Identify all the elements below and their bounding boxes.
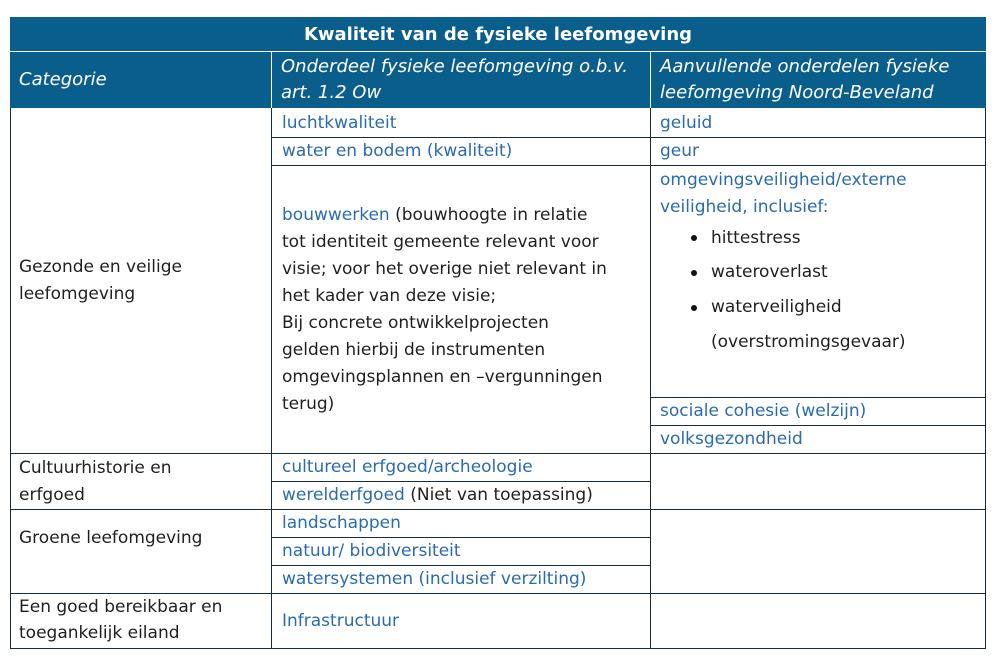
bouwwerken-line3: visie; voor het overige niet relevant in [282,259,607,279]
link-volksgezondheid[interactable]: volksgezondheid [660,429,803,449]
werelderfgoed-line [282,482,593,509]
bullet-waterveiligheid-cont: (overstromingsgevaar) [711,332,906,352]
header-onderdeel [271,52,650,108]
table-title: Kwaliteit van de fysieke leefomgeving [10,17,986,52]
category-bereik-line2: toegankelijk eiland [19,623,180,643]
link-infrastructuur[interactable]: Infrastructuur [282,611,400,631]
bullet-icon [691,235,697,241]
header-onderdeel-line2: art. 1.2 Ow [281,82,382,103]
link-water-bodem[interactable]: water en bodem (kwaliteit) [282,141,513,161]
category-gezond-line2: leefomgeving [19,284,136,304]
bullet-icon [691,305,697,311]
bullet-icon [691,270,697,276]
link-cultureel-erfgoed[interactable]: cultureel erfgoed/archeologie [282,457,533,477]
category-cultuur-line2: erfgoed [19,485,85,505]
bouwwerken-line1 [282,202,587,229]
bullet-hittestress: hittestress [711,228,801,248]
bouwwerken-line5: Bij concrete ontwikkelprojecten [282,313,549,333]
bouwwerken-line6: gelden hierbij de instrumenten [282,340,546,360]
bouwwerken-line8: terug) [282,394,335,414]
header-onderdeel-line1: Onderdeel fysieke leefomgeving o.b.v. [281,56,628,77]
category-groen: Groene leefomgeving [19,528,203,548]
category-gezond-line1: Gezonde en veilige [19,257,182,277]
link-geur[interactable]: geur [660,141,700,161]
header-aanvullend-line1: Aanvullende onderdelen fysieke [660,56,950,77]
link-werelderfgoed[interactable]: werelderfgoed [282,485,405,505]
header-categorie-label: Categorie [19,69,107,90]
link-omgevingsveiligheid-line2[interactable]: veiligheid, inclusief: [660,197,829,217]
grid-col3-border [650,108,651,649]
grid-left-border [10,108,11,649]
link-bouwwerken[interactable]: bouwwerken [282,205,390,225]
bouwwerken-line2: tot identiteit gemeente relevant voor [282,232,599,252]
header-aanvullend [650,52,986,108]
link-watersystemen[interactable]: watersystemen (inclusief verzilting) [282,569,587,589]
bullet-wateroverlast: wateroverlast [711,262,828,282]
link-geluid[interactable]: geluid [660,113,713,133]
bouwwerken-line1-text: (bouwhoogte in relatie [389,205,588,225]
header-categorie [10,52,271,108]
link-sociale-cohesie[interactable]: sociale cohesie (welzijn) [660,401,867,421]
grid-right-border [985,108,986,649]
werelderfgoed-note: (Niet van toepassing) [404,485,593,505]
header-aanvullend-line2: leefomgeving Noord-Beveland [660,82,934,103]
category-cultuur-line1: Cultuurhistorie en [19,458,172,478]
category-bereik-line1: Een goed bereikbaar en [19,597,223,617]
grid-bottom-border [10,648,986,649]
bullet-waterveiligheid: waterveiligheid [711,297,842,317]
row-divider [10,509,986,510]
row-divider [271,165,986,166]
link-natuur[interactable]: natuur/ biodiversiteit [282,541,461,561]
link-landschappen[interactable]: landschappen [282,513,401,533]
link-luchtkwaliteit[interactable]: luchtkwaliteit [282,113,397,133]
bouwwerken-line7: omgevingsplannen en –vergunningen [282,367,603,387]
bouwwerken-line4: het kader van deze visie; [282,286,497,306]
link-omgevingsveiligheid-line1[interactable]: omgevingsveiligheid/externe [660,170,907,190]
grid-col2-border [271,108,272,649]
